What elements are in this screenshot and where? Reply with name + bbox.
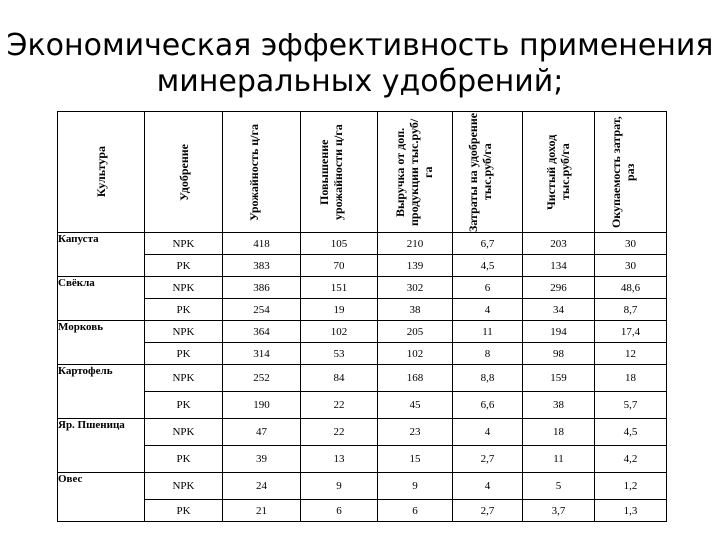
value-cell: 21 (223, 500, 301, 522)
value-cell: 210 (378, 233, 453, 255)
value-cell: 19 (301, 299, 378, 321)
efficiency-table (57, 111, 667, 522)
value-cell: 2,7 (453, 500, 523, 522)
value-cell: 205 (378, 321, 453, 343)
value-cell: 102 (378, 343, 453, 365)
value-cell: 11 (453, 321, 523, 343)
fertilizer-cell: NPK (145, 277, 223, 299)
value-cell: 151 (301, 277, 378, 299)
value-cell: 24 (223, 473, 301, 500)
value-cell: 134 (523, 255, 595, 277)
value-cell: 4,5 (453, 255, 523, 277)
value-cell: 302 (378, 277, 453, 299)
crop-cell: Яр. Пшеница (58, 419, 145, 473)
fertilizer-cell: NPK (145, 321, 223, 343)
value-cell: 84 (301, 365, 378, 392)
value-cell: 194 (523, 321, 595, 343)
value-cell: 47 (223, 419, 301, 446)
value-cell: 13 (301, 446, 378, 473)
fertilizer-cell: PK (145, 446, 223, 473)
header-fertilizer: Удобрение (145, 112, 223, 233)
table-row (58, 365, 667, 392)
value-cell: 48,6 (595, 277, 667, 299)
value-cell: 30 (595, 233, 667, 255)
value-cell: 364 (223, 321, 301, 343)
value-cell: 53 (301, 343, 378, 365)
header-yield-increase: Повышение урожайности ц/га (301, 112, 378, 233)
table-row (58, 500, 667, 522)
value-cell: 6 (301, 500, 378, 522)
crop-cell: Капуста (58, 233, 145, 277)
value-cell: 1,2 (595, 473, 667, 500)
value-cell: 168 (378, 365, 453, 392)
value-cell: 45 (378, 392, 453, 419)
header-fertilizer-cost: Затраты на удобрение тыс.руб/га (453, 112, 523, 233)
table-row (58, 299, 667, 321)
value-cell: 11 (523, 446, 595, 473)
table-row (58, 392, 667, 419)
value-cell: 6,7 (453, 233, 523, 255)
value-cell: 5 (523, 473, 595, 500)
value-cell: 4 (453, 419, 523, 446)
table-row (58, 473, 667, 500)
crop-cell: Морковь (58, 321, 145, 365)
value-cell: 8,8 (453, 365, 523, 392)
fertilizer-cell: NPK (145, 473, 223, 500)
fertilizer-cell: PK (145, 255, 223, 277)
value-cell: 102 (301, 321, 378, 343)
value-cell: 252 (223, 365, 301, 392)
value-cell: 38 (523, 392, 595, 419)
value-cell: 5,7 (595, 392, 667, 419)
header-net-income: Чистый доход тыс.руб/га (523, 112, 595, 233)
value-cell: 4,2 (595, 446, 667, 473)
header-payback: Окупаемость затрат, раз (595, 112, 667, 233)
value-cell: 30 (595, 255, 667, 277)
header-crop: Культура (58, 112, 145, 233)
header-row (58, 112, 667, 233)
fertilizer-cell: PK (145, 299, 223, 321)
value-cell: 418 (223, 233, 301, 255)
value-cell: 159 (523, 365, 595, 392)
value-cell: 139 (378, 255, 453, 277)
value-cell: 254 (223, 299, 301, 321)
table-row (58, 343, 667, 365)
value-cell: 18 (523, 419, 595, 446)
value-cell: 22 (301, 419, 378, 446)
table-row (58, 446, 667, 473)
value-cell: 34 (523, 299, 595, 321)
value-cell: 1,3 (595, 500, 667, 522)
value-cell: 39 (223, 446, 301, 473)
value-cell: 386 (223, 277, 301, 299)
table-row (58, 255, 667, 277)
value-cell: 18 (595, 365, 667, 392)
value-cell: 9 (378, 473, 453, 500)
value-cell: 105 (301, 233, 378, 255)
value-cell: 6 (378, 500, 453, 522)
value-cell: 9 (301, 473, 378, 500)
value-cell: 15 (378, 446, 453, 473)
header-yield: Урожайность ц/га (223, 112, 301, 233)
fertilizer-cell: PK (145, 343, 223, 365)
value-cell: 3,7 (523, 500, 595, 522)
value-cell: 314 (223, 343, 301, 365)
crop-cell: Картофель (58, 365, 145, 419)
fertilizer-cell: NPK (145, 233, 223, 255)
table-row (58, 277, 667, 299)
value-cell: 12 (595, 343, 667, 365)
value-cell: 296 (523, 277, 595, 299)
header-revenue: Выручка от доп. продукции тыс.руб/га (378, 112, 453, 233)
value-cell: 2,7 (453, 446, 523, 473)
crop-cell: Свёкла (58, 277, 145, 321)
table-row (58, 419, 667, 446)
table-row (58, 321, 667, 343)
value-cell: 6,6 (453, 392, 523, 419)
value-cell: 203 (523, 233, 595, 255)
table-row (58, 233, 667, 255)
value-cell: 8,7 (595, 299, 667, 321)
value-cell: 4 (453, 473, 523, 500)
value-cell: 17,4 (595, 321, 667, 343)
fertilizer-cell: PK (145, 500, 223, 522)
value-cell: 6 (453, 277, 523, 299)
value-cell: 23 (378, 419, 453, 446)
value-cell: 38 (378, 299, 453, 321)
value-cell: 70 (301, 255, 378, 277)
crop-cell: Овес (58, 473, 145, 522)
value-cell: 4,5 (595, 419, 667, 446)
value-cell: 22 (301, 392, 378, 419)
value-cell: 8 (453, 343, 523, 365)
slide-title: Экономическая эффективность применения минеральных удобрений; (6, 28, 714, 99)
fertilizer-cell: NPK (145, 419, 223, 446)
fertilizer-cell: PK (145, 392, 223, 419)
value-cell: 190 (223, 392, 301, 419)
fertilizer-cell: NPK (145, 365, 223, 392)
value-cell: 4 (453, 299, 523, 321)
value-cell: 383 (223, 255, 301, 277)
value-cell: 98 (523, 343, 595, 365)
